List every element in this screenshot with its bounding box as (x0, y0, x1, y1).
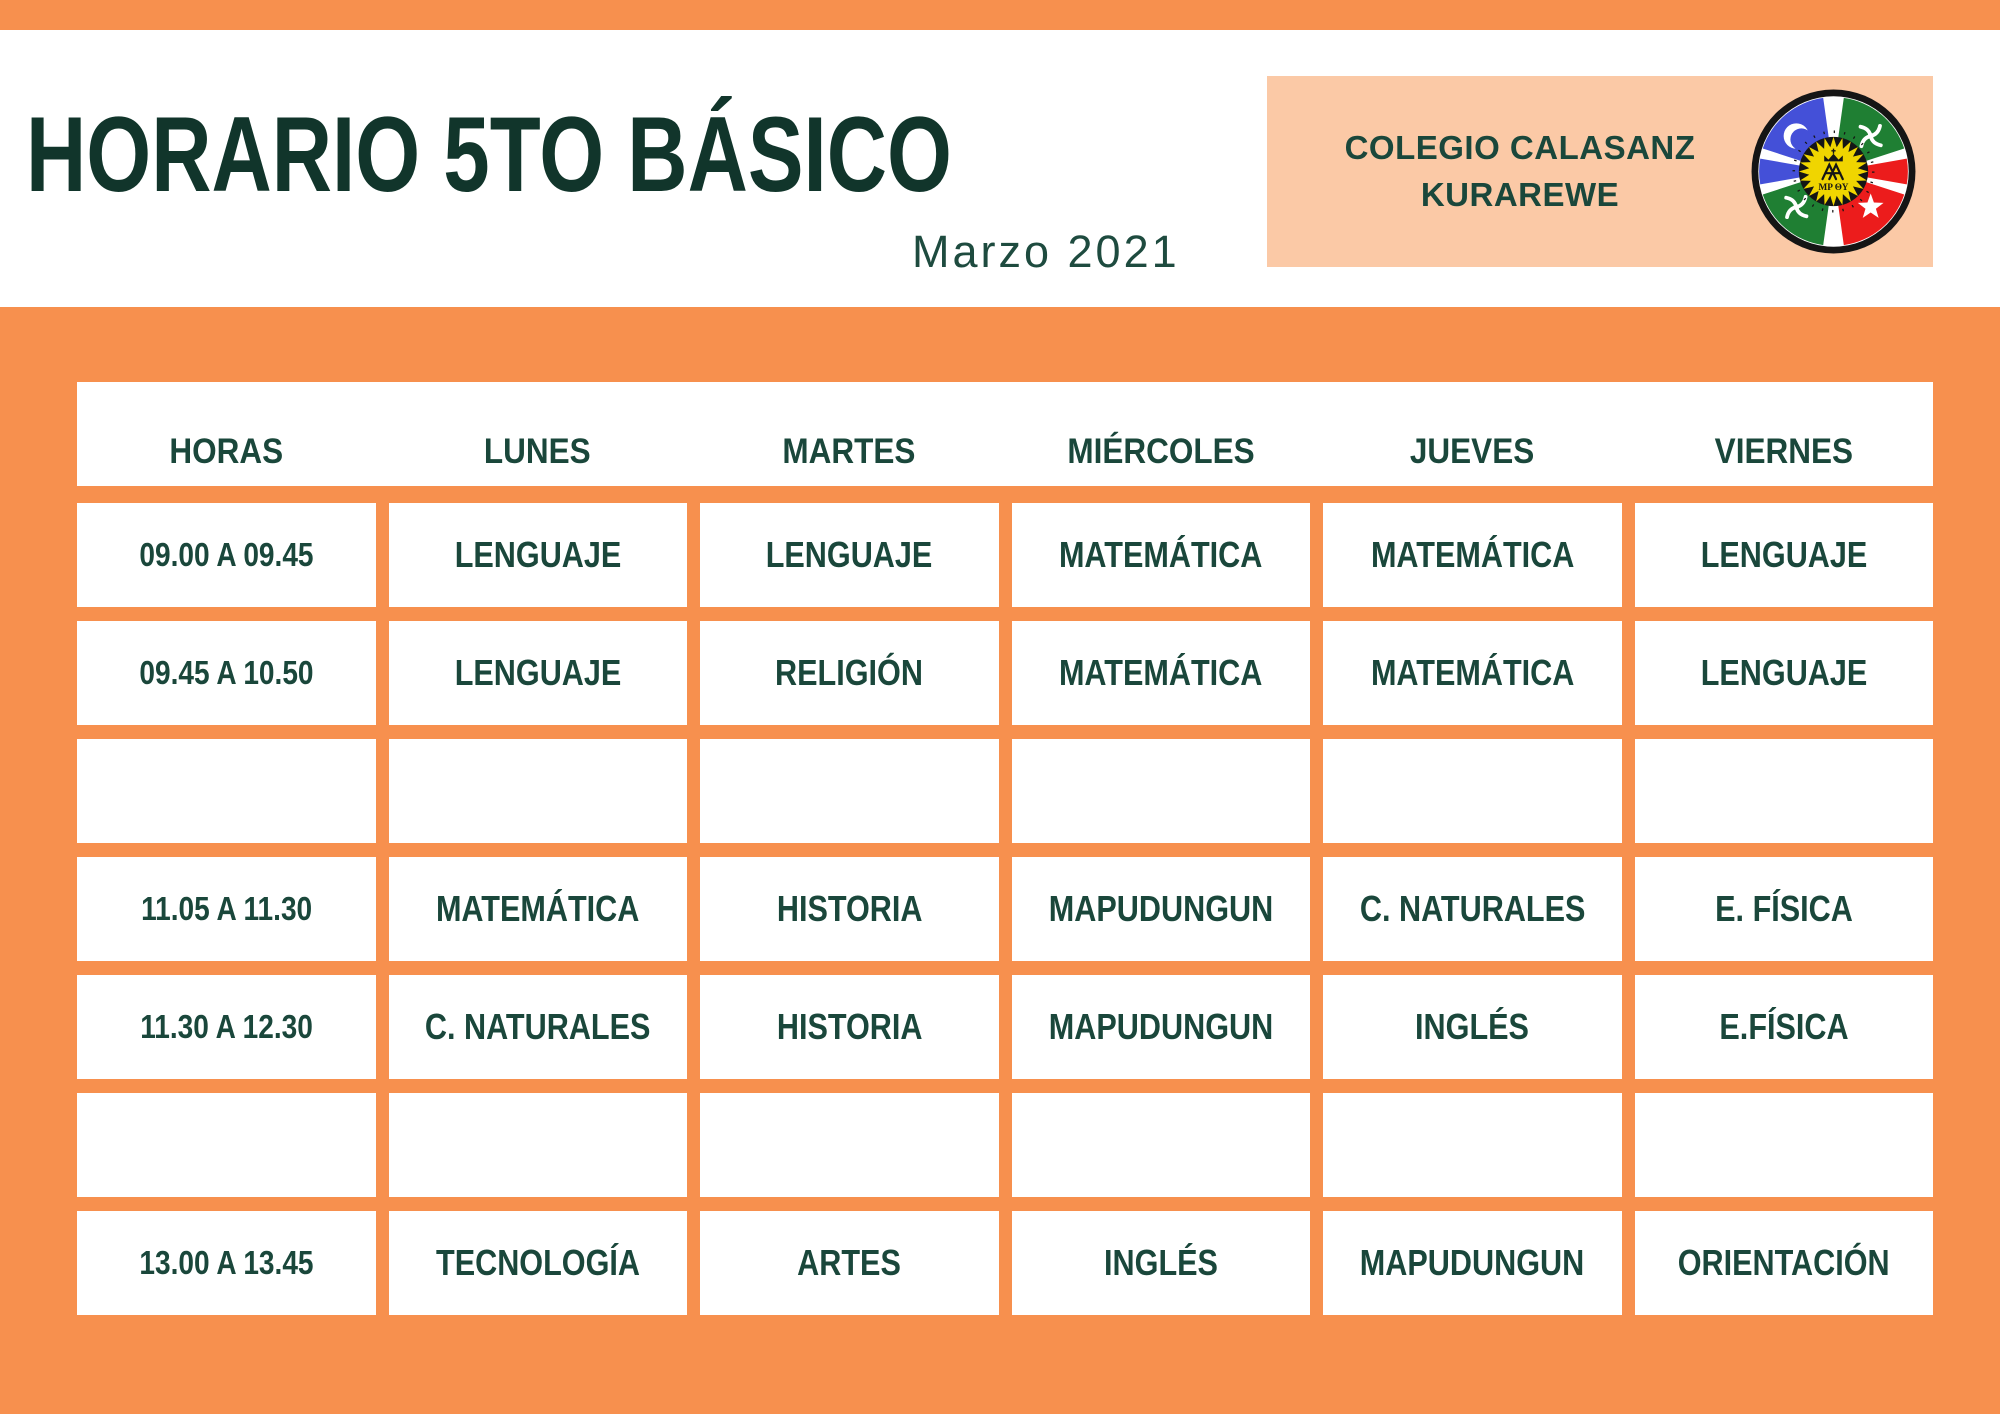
schedule-background (0, 307, 2000, 1414)
empty-cell (1323, 739, 1622, 843)
subject-cell: MATEMÁTICA (1012, 621, 1311, 725)
table-body (77, 503, 1933, 1315)
logo-caption: MP ΘΥ (1818, 183, 1849, 194)
subject-cell: MATEMÁTICA (389, 857, 688, 961)
subject-cell: ARTES (700, 1211, 999, 1315)
subject-cell: ORIENTACIÓN (1635, 1211, 1934, 1315)
column-header-viernes: VIERNES (1714, 432, 1853, 471)
subject-cell: MATEMÁTICA (1012, 503, 1311, 607)
subject-cell: MATEMÁTICA (1323, 621, 1622, 725)
time-cell: 09.45 A 10.50 (77, 621, 376, 725)
empty-cell (700, 1093, 999, 1197)
school-name-line2: KURAREWE (1420, 175, 1620, 213)
empty-cell (77, 739, 376, 843)
school-name (1295, 76, 1745, 267)
empty-cell (1012, 1093, 1311, 1197)
school-logo (1749, 87, 1918, 256)
subject-cell: INGLÉS (1323, 975, 1622, 1079)
empty-cell (1012, 739, 1311, 843)
empty-cell (389, 739, 688, 843)
column-header-horas: HORAS (169, 432, 284, 471)
subject-cell: HISTORIA (700, 857, 999, 961)
column-header-martes: MARTES (782, 432, 916, 471)
time-cell: 13.00 A 13.45 (77, 1211, 376, 1315)
school-banner (1267, 76, 1933, 267)
empty-cell (1635, 1093, 1934, 1197)
subject-cell: MATEMÁTICA (1323, 503, 1622, 607)
header-row (77, 382, 1933, 486)
subject-cell: MAPUDUNGUN (1323, 1211, 1622, 1315)
subject-cell: LENGUAJE (389, 503, 688, 607)
subject-cell: C. NATURALES (1323, 857, 1622, 961)
page-title: HORARIO 5TO BÁSICO (26, 94, 952, 214)
empty-cell (1635, 739, 1934, 843)
subject-cell: LENGUAJE (700, 503, 999, 607)
empty-cell (700, 739, 999, 843)
subtitle-month: Marzo 2021 (912, 226, 1180, 277)
subject-cell: INGLÉS (1012, 1211, 1311, 1315)
subject-cell: E. FÍSICA (1635, 857, 1934, 961)
subject-cell: MAPUDUNGUN (1012, 857, 1311, 961)
school-name-line1: COLEGIO CALASANZ (1344, 129, 1696, 167)
subject-cell: LENGUAJE (1635, 503, 1934, 607)
subject-cell: RELIGIÓN (700, 621, 999, 725)
subject-cell: C. NATURALES (389, 975, 688, 1079)
subject-cell: LENGUAJE (389, 621, 688, 725)
column-header-jueves: JUEVES (1410, 432, 1535, 471)
column-header-miércoles: MIÉRCOLES (1067, 432, 1255, 471)
time-cell: 09.00 A 09.45 (77, 503, 376, 607)
subject-cell: LENGUAJE (1635, 621, 1934, 725)
subject-cell: HISTORIA (700, 975, 999, 1079)
time-cell: 11.30 A 12.30 (77, 975, 376, 1079)
time-cell: 11.05 A 11.30 (77, 857, 376, 961)
top-accent-strip (0, 0, 2000, 30)
column-header-lunes: LUNES (484, 432, 592, 471)
empty-cell (389, 1093, 688, 1197)
empty-cell (1323, 1093, 1622, 1197)
subject-cell: E.FÍSICA (1635, 975, 1934, 1079)
schedule-table (77, 382, 1933, 1315)
subject-cell: MAPUDUNGUN (1012, 975, 1311, 1079)
empty-cell (77, 1093, 376, 1197)
subject-cell: TECNOLOGÍA (389, 1211, 688, 1315)
